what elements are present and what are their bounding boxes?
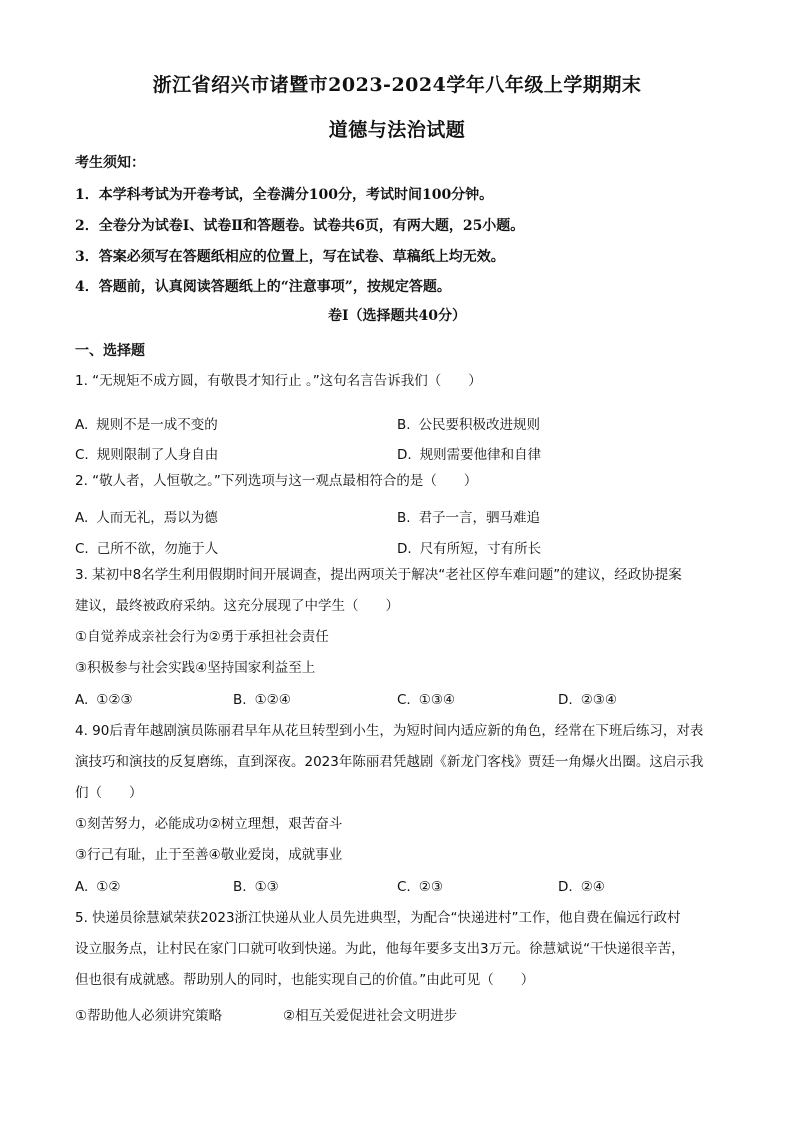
question-5-stem-line-3: 但也很有成就感。帮助别人的同时，也能实现自己的价值。”由此可见（ ） <box>75 972 535 988</box>
question-4-option-b: B. ①③ <box>233 879 279 895</box>
section-title: 一、选择题 <box>75 343 145 359</box>
question-4-option-c: C. ②③ <box>397 879 443 895</box>
question-2-option-a: A. 人而无礼，焉以为德 <box>75 510 218 526</box>
question-3-option-b: B. ①②④ <box>233 692 291 708</box>
notice-item-1: 1．本学科考试为开卷考试，全卷满分100分，考试时间100分钟。 <box>75 187 494 203</box>
notice-item-4: 4．答题前，认真阅读答题纸上的“注意事项”，按规定答题。 <box>75 279 451 295</box>
question-4-option-d: D. ②④ <box>558 879 605 895</box>
question-2-option-c: C. 己所不欲，勿施于人 <box>75 541 219 557</box>
notice-heading: 考生须知： <box>75 155 145 171</box>
question-1-option-b: B. 公民要积极改进规则 <box>397 417 541 433</box>
question-3-option-d: D. ②③④ <box>558 692 617 708</box>
question-4-stem-line-3: 们（ ） <box>75 785 143 801</box>
question-3-stem-line-2: 建议，最终被政府采纳。这充分展现了中学生（ ） <box>75 598 399 614</box>
question-5-stem-line-2: 设立服务点，让村民在家门口就可收到快递。为此，他每年要多支出3万元。徐慧斌说“干快递很辛苦， <box>75 941 685 957</box>
question-4-statements-1: ①刻苦努力，必能成功②树立理想，艰苦奋斗 <box>75 816 343 832</box>
exam-subject: 道德与法治试题 <box>328 119 466 141</box>
question-5-statement-2: ②相互关爱促进社会文明进步 <box>283 1008 458 1024</box>
volume-title: 卷Ⅰ（选择题共40分） <box>327 308 467 324</box>
question-3-option-a: A. ①②③ <box>75 692 133 708</box>
question-4-statements-2: ③行己有耻，止于至善④敬业爱岗，成就事业 <box>75 847 343 863</box>
question-3-option-c: C. ①③④ <box>397 692 456 708</box>
question-1-option-a: A. 规则不是一成不变的 <box>75 417 218 433</box>
notice-item-3: 3．答案必须写在答题纸相应的位置上，写在试卷、草稿纸上均无效。 <box>75 249 505 265</box>
question-2-option-d: D. 尺有所短，寸有所长 <box>397 541 542 557</box>
question-4-stem-line-2: 演技巧和演技的反复磨练，直到深夜。2023年陈丽君凭越剧《新龙门客栈》贾廷一角爆火出圈。这启示我 <box>75 754 704 770</box>
question-2-option-b: B. 君子一言，驷马难追 <box>397 510 541 526</box>
question-1-option-d: D. 规则需要他律和自律 <box>397 447 542 463</box>
exam-title: 浙江省绍兴市诸暨市2023-2024学年八年级上学期期末 <box>152 74 642 96</box>
notice-item-2: 2．全卷分为试卷Ⅰ、试卷Ⅱ和答题卷。试卷共6页，有两大题，25小题。 <box>75 218 525 234</box>
question-1-option-c: C. 规则限制了人身自由 <box>75 447 219 463</box>
question-3-stem-line-1: 3. 某初中8名学生利用假期时间开展调查，提出两项关于解决“老社区停车难问题”的建议，经政协提案 <box>75 567 682 583</box>
question-4-option-a: A. ①② <box>75 879 121 895</box>
question-1-stem: 1. “无规矩不成方圆，有敬畏才知行止 。”这句名言告诉我们（ ） <box>75 373 482 389</box>
question-2-stem: 2. “敬人者，人恒敬之。”下列选项与这一观点最相符合的是（ ） <box>75 473 478 489</box>
question-4-stem-line-1: 4. 90后青年越剧演员陈丽君早年从花旦转型到小生，为短时间内适应新的角色，经常在下班后练习，对表 <box>75 723 704 739</box>
question-5-statement-1: ①帮助他人必须讲究策略 <box>75 1008 223 1024</box>
question-5-stem-line-1: 5. 快递员徐慧斌荣获2023浙江快递从业人员先进典型，为配合“快递进村”工作，他自费在偏远行政村 <box>75 910 681 926</box>
question-3-statements-1: ①自觉养成亲社会行为②勇于承担社会责任 <box>75 629 329 645</box>
question-3-statements-2: ③积极参与社会实践④坚持国家利益至上 <box>75 660 316 676</box>
